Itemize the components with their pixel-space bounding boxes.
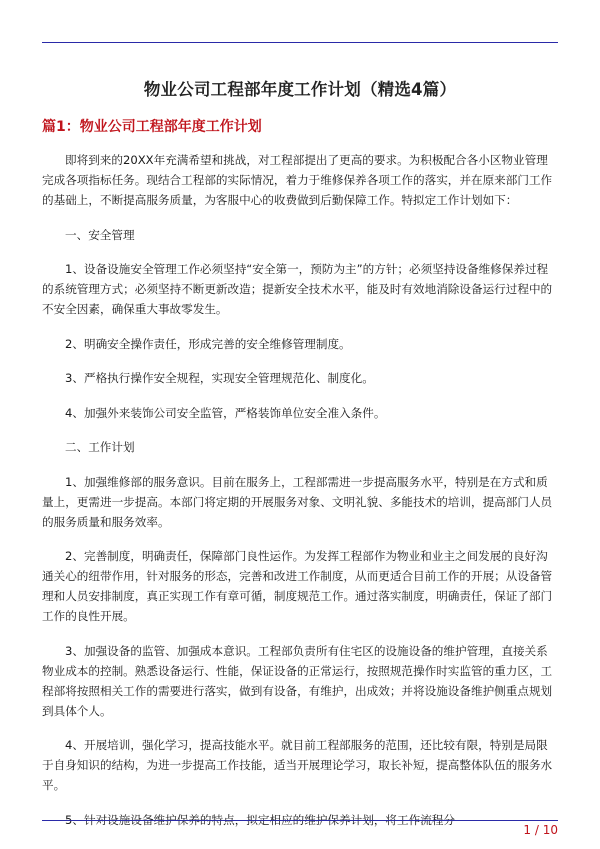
intro-paragraph: 即将到来的20XX年充满希望和挑战，对工程部提出了更高的要求。为积极配合各小区物业管理完成各项指标任务。现结合工程部的实际情况，着力于维修保养各项工作的落实，并在原来部门工作的基础上，不断提高服务质量，为客服中心的收费做到后勤保障工作。特拟定工作计划如下： — [42, 153, 553, 207]
subheading-safety: 一、安全管理 — [65, 227, 135, 242]
paragraph-plan-4: 4、开展培训，强化学习，提高技能水平。就目前工程部服务的范围，还比较有限，特别是局限于自身知识的结构，为进一步提高工作技能，适当开展理论学习，取长补短，提高整体队伍的服务水平。 — [42, 738, 553, 792]
subheading-work-plan: 二、工作计划 — [65, 440, 135, 454]
paragraph-plan-5: 5、针对设施设备维护保养的特点，拟定相应的维护保养计划，将工作流程分 — [65, 812, 455, 827]
paragraph-safety-3: 3、严格执行操作安全规程，实现安全管理规范化、制度化。 — [65, 371, 374, 385]
section-heading: 篇1：物业公司工程部年度工作计划 — [42, 119, 262, 135]
footer-rule — [42, 820, 558, 821]
page-indicator: 1 / 10 — [523, 823, 558, 837]
paragraph-safety-2: 2、明确安全操作责任，形成完善的安全维修管理制度。 — [65, 336, 351, 351]
paragraph-plan-3: 3、加强设备的监管、加强成本意识。工程部负责所有住宅区的设施设备的维护管理，直接关系物业成本的控制。熟悉设备运行、性能，保证设备的正常运行，按照规范操作时实监管的重力区，工程部将按照相关工作的需要进行落实，做到有设备，有维护，出成效；并将设施设备维护侧重点规划到具体个人。 — [42, 643, 553, 718]
header-rule — [42, 42, 558, 43]
paragraph-safety-4: 4、加强外来装饰公司安全监管，严格装饰单位安全准入条件。 — [65, 405, 386, 420]
document-body — [42, 150, 558, 840]
paragraph-safety-1: 1、设备设施安全管理工作必须坚持“安全第一，预防为主”的方针；必须坚持设备维修保养过程的系统管理方式；必须坚持不断更新改造；提新安全技术水平，能及时有效地消除设备运行过程中的不安全因素，确保重大事故零发生。 — [42, 262, 553, 316]
paragraph-plan-1: 1、加强维修部的服务意识。目前在服务上，工程部需进一步提高服务水平，特别是在方式和质量上，更需进一步提高。本部门将定期的开展服务对象、文明礼貌、多能技术的培训，提高部门人员的服务质量和服务效率。 — [42, 474, 553, 529]
paragraph-plan-2: 2、完善制度，明确责任，保障部门良性运作。为发挥工程部作为物业和业主之间发展的良好沟通关心的纽带作用，针对服务的形态，完善和改进工作制度，从而更适合目前工作的开展；从设备管理和人员安排制度，真正实现工作有章可循，制度规范工作。通过落实制度，明确责任，保证了部门工作的良性开展。 — [42, 549, 553, 623]
document-title: 物业公司工程部年度工作计划（精选4篇） — [143, 80, 457, 99]
